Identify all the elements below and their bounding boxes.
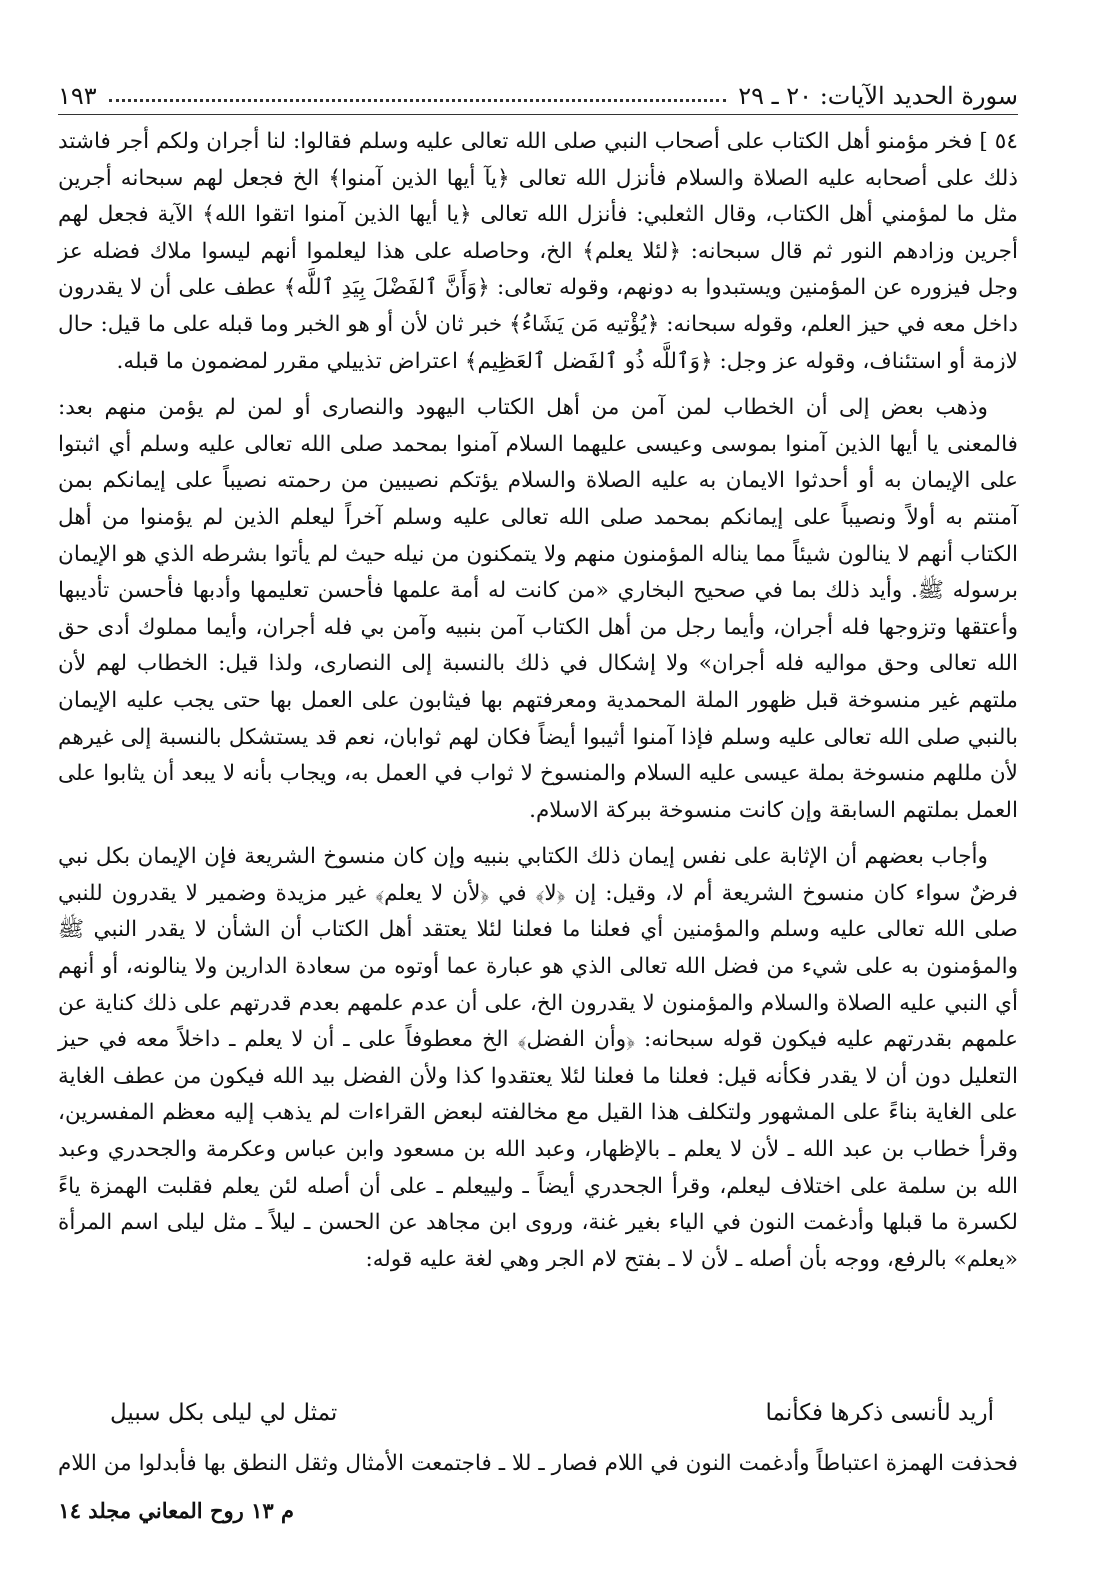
- leader-dots: [109, 99, 727, 102]
- poetry-verse: [110, 1400, 994, 1436]
- body-text: [58, 124, 1018, 1288]
- page-number: ١٩٣: [58, 82, 97, 110]
- surah-title: سورة الحديد الآيات: ٢٠ ـ ٢٩: [738, 82, 1018, 110]
- signature-mark: م ١٣ روح المعاني مجلد ١٤: [58, 1498, 294, 1523]
- paragraph: ٥٤ ] فخر مؤمنو أهل الكتاب على أصحاب النبي صلى الله تعالى عليه وسلم فقالوا: لنا أجران ولكم أجر فاشتد ذلك على أصحابه عليه الصلاة والسلام فأنزل الله تعالى ﴿يآ أيها الذين آمنوا﴾ الخ فجعل لهم سبحانه أجرين مثل ما لمؤمني أهل الكتاب، وقال الثعلبي: فأنزل الله تعالى ﴿يا أيها الذين آمنوا اتقوا الله﴾ الآية فجعل لهم أجرين وزادهم النور ثم قال سبحانه: ﴿لئلا يعلم﴾ الخ، وحاصله على هذا ليعلموا أنهم ليسوا ملاك فضله عز وجل فيزوره عن المؤمنين ويستبدوا به دونهم، وقوله تعالى: ﴿وَأَنَّ ٱلفَضْلَ بِيَدِ ٱللَّه﴾ عطف على أن لا يقدرون داخل معه في حيز العلم، وقوله سبحانه: ﴿يُؤْتيه مَن يَشَاءُ﴾ خبر ثان لأن أو هو الخبر وما قبله على ما قيل: حال لازمة أو استئناف، وقوله عز وجل: ﴿وَٱللَّه ذُو ٱلفَضل ٱلعَظِيم﴾ اعتراض تذييلي مقرر لمضمون ما قبله.: [58, 129, 1018, 374]
- running-head: [58, 70, 1018, 115]
- final-line: فحذفت الهمزة اعتباطاً وأدغمت النون في اللام فصار ـ للا ـ فاجتمعت الأمثال وثقل النطق بها فأبدلوا من اللام: [58, 1451, 1018, 1476]
- second-hemistich: تمثل لي ليلى بكل سبيل: [110, 1400, 338, 1426]
- first-hemistich: أريد لأنسى ذكرها فكأنما: [765, 1400, 994, 1426]
- paragraph: وذهب بعض إلى أن الخطاب لمن آمن من أهل الكتاب اليهود والنصارى أو لمن لم يؤمن منهم بعد: فالمعنى يا أيها الذين آمنوا بموسى وعيسى عليهما السلام آمنوا بمحمد صلى الله تعالى عليه وسلم أي اثبتوا على الإيمان به أو أحدثوا الايمان به عليه الصلاة والسلام يؤتكم نصيبين من رحمته نصيباً على إيمانكم بمن آمنتم به أولاً ونصيباً على إيمانكم بمحمد صلى الله تعالى عليه وسلم آخراً ليعلم الذين لم يؤمنوا من أهل الكتاب أنهم لا ينالون شيئاً مما يناله المؤمنون منهم ولا يتمكنون من نيله حيث لم يأتوا بشرطه الذي هو الإيمان برسوله ﷺ. وأيد ذلك بما في صحيح البخاري «من كانت له أمة علمها فأحسن تعليمها وأدبها فأحسن تأديبها وأعتقها وتزوجها فله أجران، وأيما رجل من أهل الكتاب آمن بنبيه وآمن بي فله أجران، وأيما مملوك أدى حق الله تعالى وحق مواليه فله أجران» ولا إشكال في ذلك بالنسبة إلى النصارى، ولذا قيل: الخطاب لهم لأن ملتهم غير منسوخة قبل ظهور الملة المحمدية ومعرفتهم بها فيثابون على العمل بها حتى يجب عليه الإيمان بالنبي صلى الله تعالى عليه وسلم فإذا آمنوا أثيبوا أيضاً فكان لهم ثوابان، نعم قد يستشكل بالنسبة إلى غيرهم لأن مللهم منسوخة بملة عيسى عليه السلام والمنسوخ لا ثواب في العمل به، ويجاب بأنه لا يبعد أن يثابوا على العمل بملتهم السابقة وإن كانت منسوخة ببركة الاسلام.: [58, 395, 1018, 823]
- paragraph: وأجاب بعضهم أن الإثابة على نفس إيمان ذلك الكتابي بنبيه وإن كان منسوخ الشريعة فإن الإيمان بكل نبي فرضٌ سواء كان منسوخ الشريعة أم لا، وقيل: إن ﴿لا﴾ في ﴿لأن لا يعلم﴾ غير مزيدة وضمير لا يقدرون للنبي صلى الله تعالى عليه وسلم والمؤمنين أي فعلنا ما فعلنا لئلا يعتقد أهل الكتاب أن الشأن لا يقدر النبي ﷺ والمؤمنون به على شيء من فضل الله تعالى الذي هو عبارة عما أوتوه من سعادة الدارين ولا ينالونه، أو أنهم أي النبي عليه الصلاة والسلام والمؤمنون لا يقدرون الخ، على أن عدم علمهم بعدم قدرتهم على ذلك كناية عن علمهم بقدرتهم عليه فيكون قوله سبحانه: ﴿وأن الفضل﴾ الخ معطوفاً على ـ أن لا يعلم ـ داخلاً معه في حيز التعليل دون أن لا يقدر فكأنه قيل: فعلنا ما فعلنا لئلا يعتقدوا كذا ولأن الفضل بيد الله فيكون من عطف الغاية على الغاية بناءً على المشهور ولتكلف هذا القيل مع مخالفته لبعض القراءات لم يذهب إليه معظم المفسرين، وقرأ خطاب بن عبد الله ـ لأن لا يعلم ـ بالإظهار، وعبد الله بن مسعود وابن عباس وعكرمة والجحدري وعبد الله بن سلمة على اختلاف ليعلم، وقرأ الجحدري أيضاً ـ ولييعلم ـ على أن أصله لئن يعلم فقلبت الهمزة ياءً لكسرة ما قبلها وأدغمت النون في الياء بغير غنة، وروى ابن مجاهد عن الحسن ـ ليلاً ـ مثل ليلى اسم المرأة «يعلم» بالرفع، ووجه بأن أصله ـ لأن لا ـ بفتح لام الجر وهي لغة عليه قوله:: [58, 844, 1018, 1272]
